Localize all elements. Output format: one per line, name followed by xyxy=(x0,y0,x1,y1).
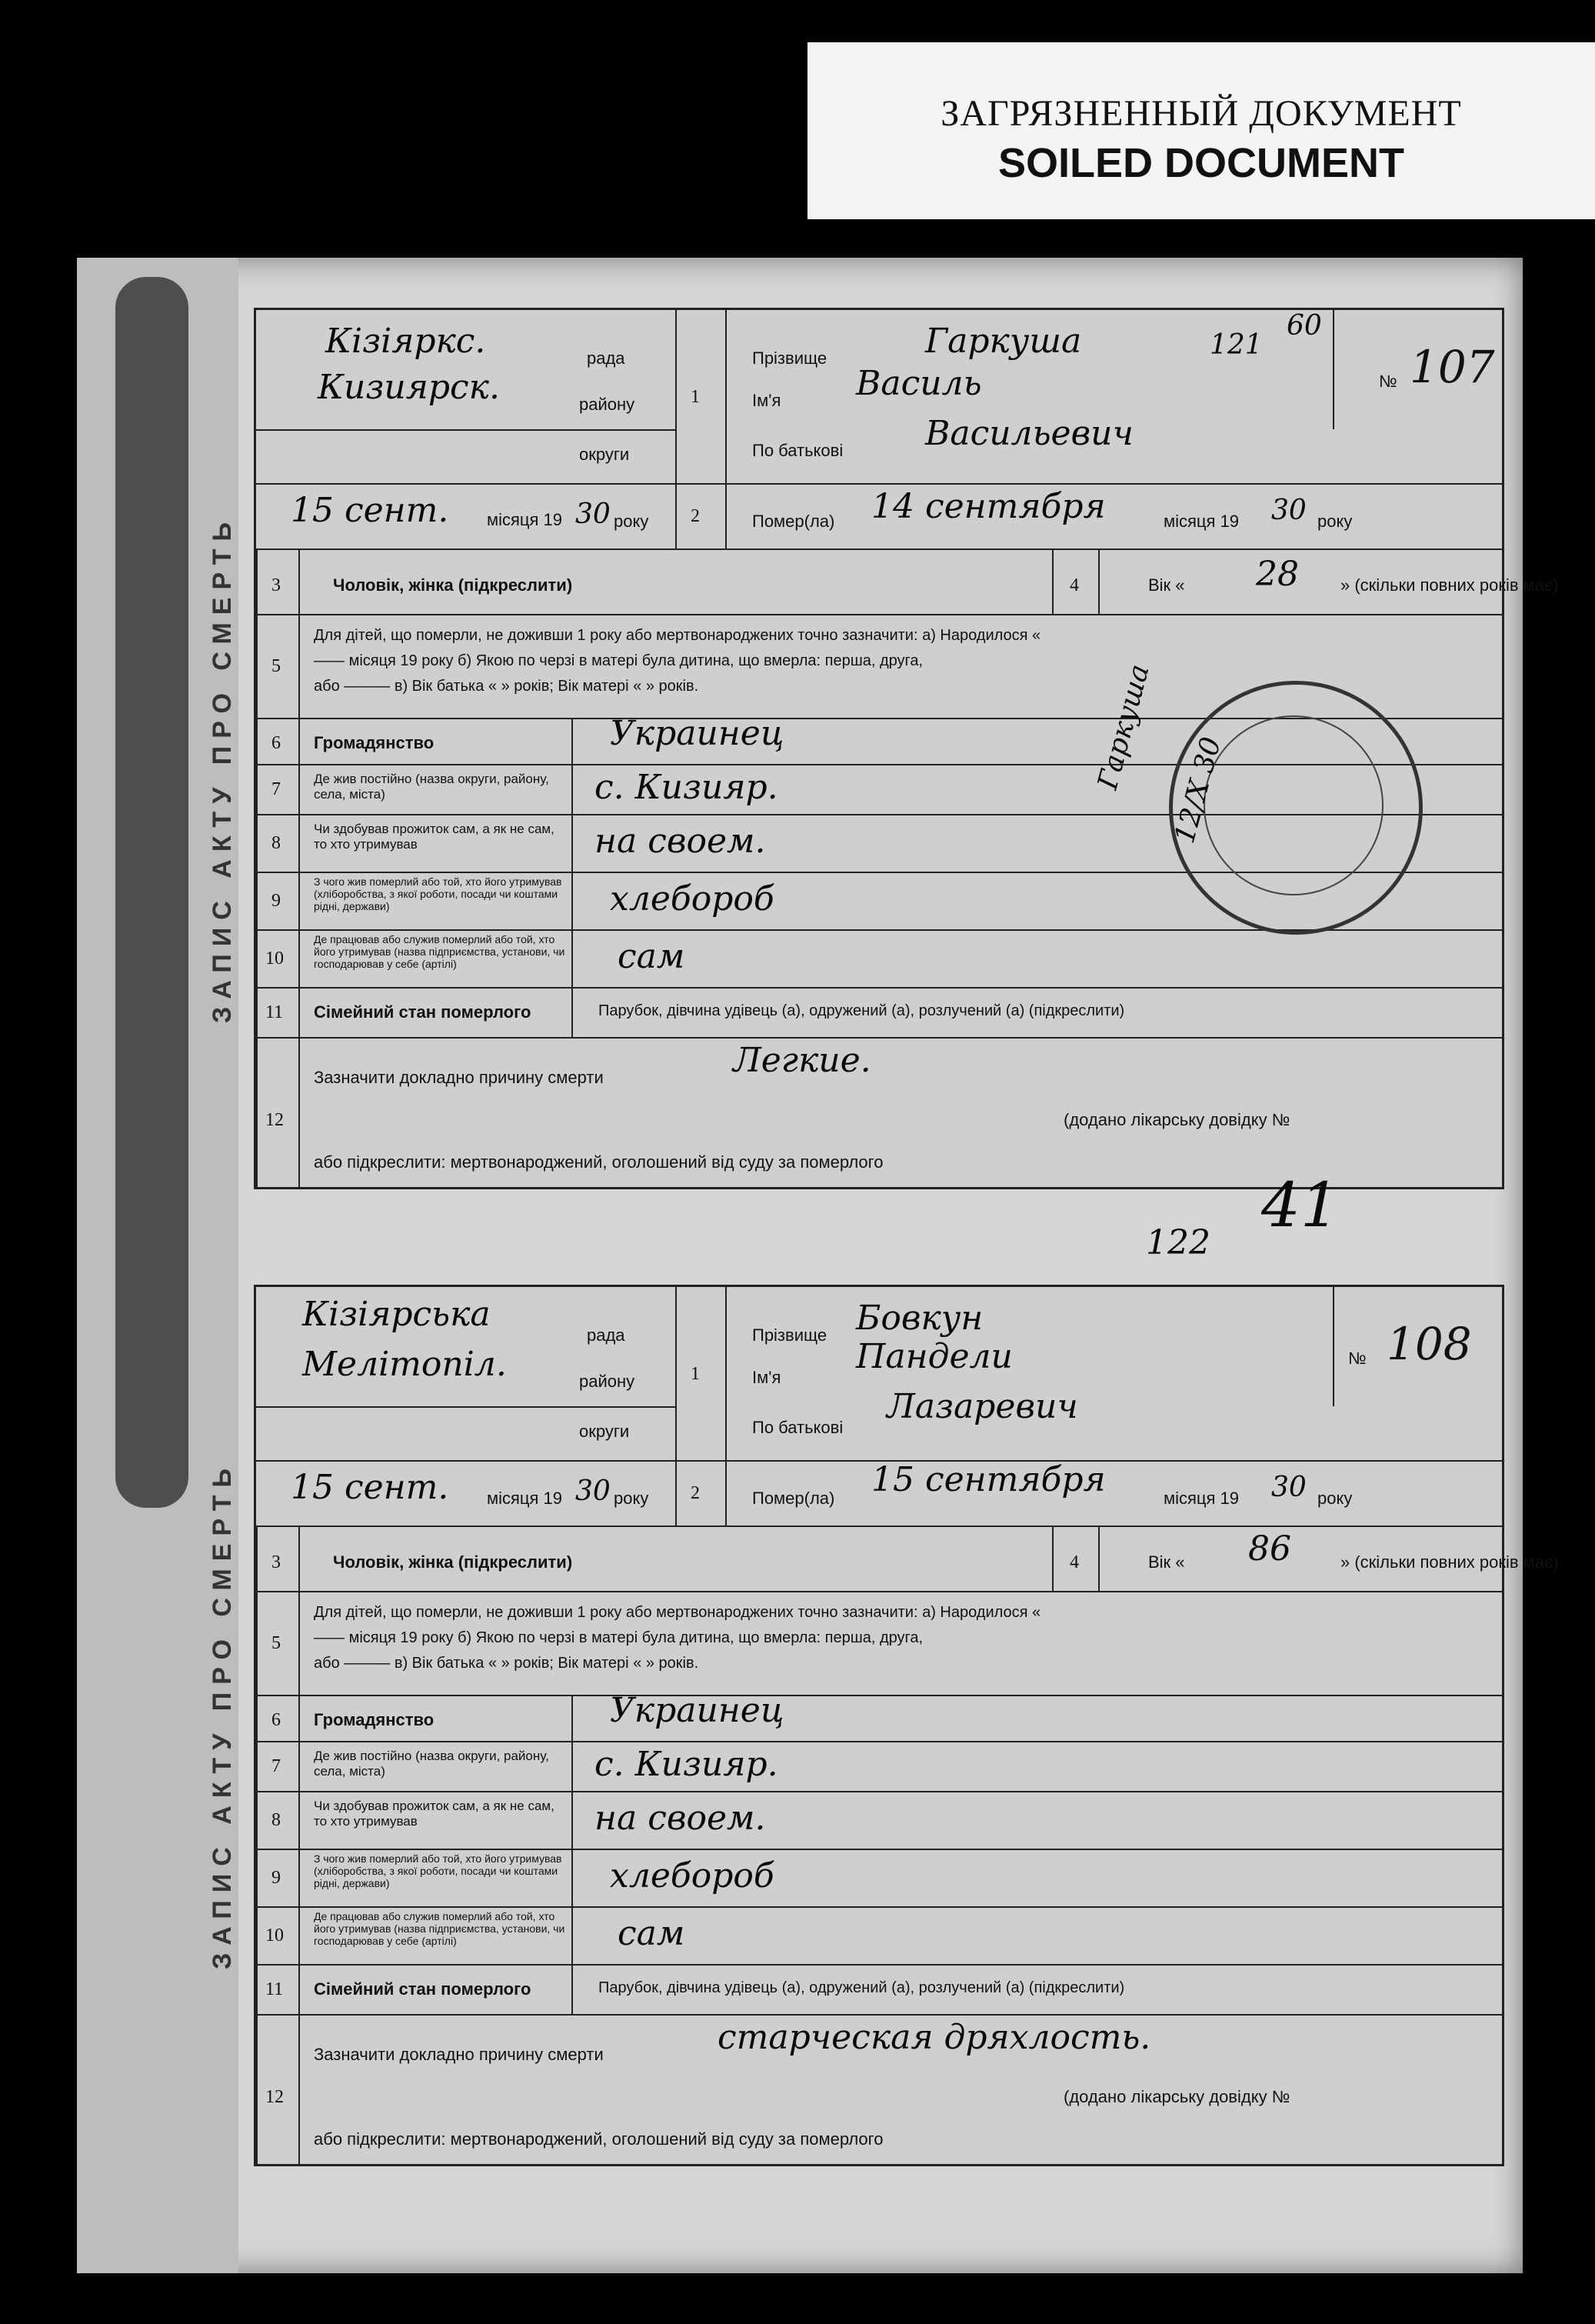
death-date-value: 15 сентября xyxy=(871,1460,1106,1499)
children-line-2: —— місяця 19 року б) Якою по черзі в матері була дитина, що вмерла: перша, друга, xyxy=(314,652,924,669)
page-mark: 121 xyxy=(1210,329,1263,361)
raion-value: Мелітопіл. xyxy=(302,1345,507,1384)
residence-label: Де жив постійно (назва округи, району, села, міста) xyxy=(314,1749,549,1779)
children-line-1: Для дітей, що померли, не доживши 1 року або мертвонароджених точно зазначити: а) Народилося « xyxy=(314,627,1041,644)
page-mark-2: 41 xyxy=(1261,1169,1340,1241)
row-number: 1 xyxy=(691,387,700,407)
registration-date: 15 сент. xyxy=(291,1468,449,1507)
workplace-label: Де працював або служив померлий або той, хто його утримував (назва підприємства, установи, чи господарював у себе (артілі) xyxy=(314,1910,565,1947)
workplace-value: сам xyxy=(618,1914,685,1953)
died-label: Помер(ла) xyxy=(752,512,835,531)
rada-label: рада xyxy=(587,348,625,368)
registration-year: 30 xyxy=(575,1475,611,1507)
cause-label: Зазначити докладно причину смерти xyxy=(314,2045,604,2064)
month-label: місяця 19 xyxy=(1164,1489,1240,1508)
death-record-form-2 xyxy=(254,1285,1559,2166)
patronymic-value: Лазаревич xyxy=(887,1387,1078,1426)
name-label: Ім'я xyxy=(752,391,781,410)
rada-label: рада xyxy=(587,1325,625,1345)
row-number: 2 xyxy=(691,1483,700,1503)
row-number: 3 xyxy=(271,1552,281,1572)
children-line-1: Для дітей, що померли, не доживши 1 року або мертвонароджених точно зазначити: а) Народилося « xyxy=(314,1604,1041,1621)
livelihood-label: З чого жив померлий або той, хто його утримував (хліборобства, з якої роботи, посади чи коштами рідні, держави) xyxy=(314,1852,562,1889)
livelihood-label: З чого жив померлий або той, хто його утримував (хліборобства, з якої роботи, посади чи коштами рідні, держави) xyxy=(314,875,562,912)
month-label: місяця 19 xyxy=(487,1489,563,1508)
rada-value: Кізіяркс. xyxy=(325,322,486,361)
record-number-label: № xyxy=(1379,372,1397,391)
label-russian: ЗАГРЯЗНЕННЫЙ ДОКУМЕНТ xyxy=(941,93,1462,134)
year-label: року xyxy=(614,1489,649,1508)
children-line-2: —— місяця 19 року б) Якою по черзі в матері була дитина, що вмерла: перша, друга, xyxy=(314,1629,924,1646)
row-number: 5 xyxy=(271,1633,281,1653)
marital-status-options: Парубок, дівчина удівець (а), одружений (а), розлучений (а) (підкреслити) xyxy=(598,1979,1125,1996)
age-tail-label: » (скільки повних років має) xyxy=(1340,1552,1559,1572)
row-number: 12 xyxy=(265,1110,284,1130)
age-value: 86 xyxy=(1248,1529,1291,1569)
support-value: на своем. xyxy=(594,1799,766,1838)
workplace-label: Де працював або служив померлий або той, хто його утримував (назва підприємства, установи, чи господарював у себе (артілі) xyxy=(314,933,565,970)
residence-label: Де жив постійно (назва округи, району, села, міста) xyxy=(314,772,549,802)
rada-value: Кізіярська xyxy=(302,1295,491,1334)
died-label: Помер(ла) xyxy=(752,1489,835,1508)
death-year-value: 30 xyxy=(1271,495,1307,526)
age-label: Вік « xyxy=(1148,1552,1185,1572)
patronymic-label: По батькові xyxy=(752,441,844,460)
row-number: 10 xyxy=(265,1926,284,1946)
support-value: на своем. xyxy=(594,822,766,861)
row-number: 1 xyxy=(691,1364,700,1384)
children-line-3: або ——— в) Вік батька « » років; Вік матері « » років. xyxy=(314,678,699,695)
children-dash: —— xyxy=(314,652,345,669)
year-label: року xyxy=(1317,512,1353,531)
marital-status-label: Сімейний стан померлого xyxy=(314,1002,531,1022)
soiled-document-label xyxy=(807,42,1595,219)
age-tail-label: » (скільки повних років має) xyxy=(1340,575,1559,595)
registration-year: 30 xyxy=(575,498,611,530)
year-label: року xyxy=(1317,1489,1353,1508)
row-number: 7 xyxy=(271,779,281,799)
surname-value: Гаркуша xyxy=(925,322,1082,361)
registration-date: 15 сент. xyxy=(291,491,449,530)
marital-status-options: Парубок, дівчина удівець (а), одружений (а), розлучений (а) (підкреслити) xyxy=(598,1002,1125,1019)
residence-value: с. Кизияр. xyxy=(594,1745,778,1784)
marginal-note: Гаркуша xyxy=(1092,661,1156,793)
row-number: 6 xyxy=(271,733,281,753)
row-number: 11 xyxy=(265,1979,284,1999)
cause-label: Зазначити докладно причину смерти xyxy=(314,1068,604,1087)
row-number: 12 xyxy=(265,2087,284,2107)
stillborn-label: або підкреслити: мертвонароджений, оголошений від суду за померлого xyxy=(314,2129,884,2149)
raion-value: Кизиярск. xyxy=(318,368,500,407)
okrug-label: округи xyxy=(579,1422,630,1441)
cause-value: старческая дряхлость. xyxy=(718,2018,1151,2057)
row-number: 8 xyxy=(271,833,281,853)
marginal-note-2: 12/X 30 xyxy=(1169,733,1228,847)
patronymic-value: Васильевич xyxy=(925,414,1134,453)
record-number-label: № xyxy=(1348,1349,1367,1368)
page-mark: 122 xyxy=(1146,1223,1210,1262)
row-number: 3 xyxy=(271,575,281,595)
name-value: Василь xyxy=(856,364,982,403)
spine-text-top: ЗАПИС АКТУ ПРО СМЕРТЬ xyxy=(208,515,237,1023)
row-number: 5 xyxy=(271,656,281,676)
okrug-label: округи xyxy=(579,445,630,464)
death-date-value: 14 сентября xyxy=(871,487,1106,526)
raion-label: району xyxy=(579,1372,635,1391)
citizenship-value: Украинец xyxy=(610,1691,784,1730)
age-label: Вік « xyxy=(1148,575,1185,595)
row-number: 4 xyxy=(1070,1552,1079,1572)
year-label: року xyxy=(614,512,649,531)
row-number: 4 xyxy=(1070,575,1079,595)
workplace-value: сам xyxy=(618,937,685,976)
marital-status-label: Сімейний стан померлого xyxy=(314,1979,531,1999)
seal-inner-ring xyxy=(1204,715,1384,895)
death-year-value: 30 xyxy=(1271,1472,1307,1503)
raion-label: району xyxy=(579,395,635,414)
age-value: 28 xyxy=(1256,555,1299,594)
certificate-label: (додано лікарську довідку № xyxy=(1064,1110,1290,1129)
row-number: 2 xyxy=(691,506,700,526)
surname-value: Бовкун xyxy=(856,1299,984,1338)
citizenship-label: Громадянство xyxy=(314,1710,435,1729)
citizenship-label: Громадянство xyxy=(314,733,435,752)
sex-label: Чоловік, жінка (підкреслити) xyxy=(333,1552,573,1572)
stillborn-label: або підкреслити: мертвонароджений, оголошений від суду за померлого xyxy=(314,1152,884,1172)
children-line-3: або ——— в) Вік батька « » років; Вік матері « » років. xyxy=(314,1655,699,1672)
row-number: 8 xyxy=(271,1810,281,1830)
support-label: Чи здобував прожиток сам, а як не сам, то хто утримував xyxy=(314,1799,554,1829)
label-english: SOILED DOCUMENT xyxy=(997,140,1404,186)
surname-label: Прізвище xyxy=(752,348,827,368)
record-number-value: 107 xyxy=(1410,341,1495,393)
spine-text-bottom: ЗАПИС АКТУ ПРО СМЕРТЬ xyxy=(208,1461,237,1969)
citizenship-value: Украинец xyxy=(610,714,784,753)
row-number: 10 xyxy=(265,949,284,969)
cause-value: Легкие. xyxy=(733,1041,871,1080)
row-number: 6 xyxy=(271,1710,281,1730)
month-label: місяця 19 xyxy=(1164,512,1240,531)
surname-label: Прізвище xyxy=(752,1325,827,1345)
month-label: місяця 19 xyxy=(487,510,563,529)
support-label: Чи здобував прожиток сам, а як не сам, то хто утримував xyxy=(314,822,554,852)
name-label: Ім'я xyxy=(752,1368,781,1387)
livelihood-value: хлебороб xyxy=(610,1856,774,1896)
residence-value: с. Кизияр. xyxy=(594,768,778,807)
row-number: 9 xyxy=(271,891,281,911)
certificate-label: (додано лікарську довідку № xyxy=(1064,2087,1290,2106)
row-number: 7 xyxy=(271,1756,281,1776)
name-value: Пандели xyxy=(856,1337,1013,1376)
patronymic-label: По батькові xyxy=(752,1418,844,1437)
page-mark-2: 60 xyxy=(1287,310,1322,342)
row-number: 11 xyxy=(265,1002,284,1022)
spine-shadow xyxy=(115,277,188,1508)
children-dash: —— xyxy=(314,1629,345,1646)
row-number: 9 xyxy=(271,1868,281,1888)
livelihood-value: хлебороб xyxy=(610,879,774,919)
sex-label: Чоловік, жінка (підкреслити) xyxy=(333,575,573,595)
record-number-value: 108 xyxy=(1387,1318,1472,1370)
